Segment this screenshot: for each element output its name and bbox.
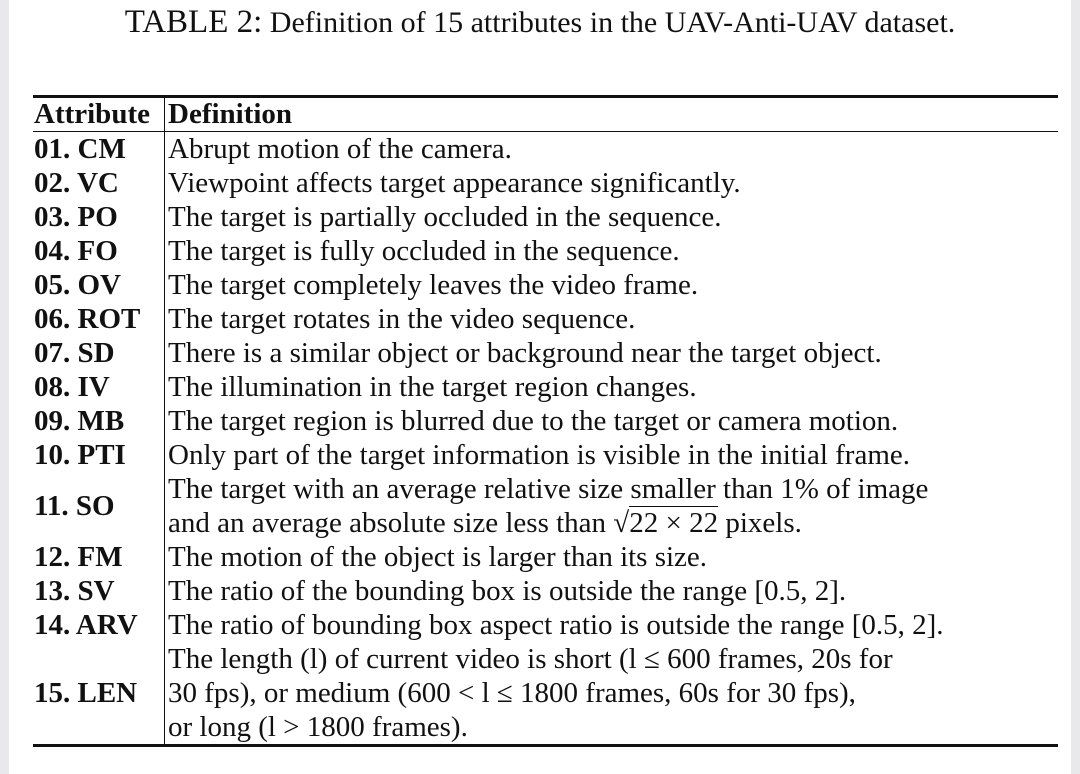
table-row (33, 370, 1058, 404)
row-definition: The target is partially occluded in the sequence. (168, 201, 722, 233)
row-definition-line: The target with an average relative size smaller than 1% of image (168, 473, 929, 505)
caption-label: TABLE 2: (124, 4, 263, 40)
row-attribute: 06. ROT (34, 302, 141, 335)
row-definition: The target is fully occluded in the sequence. (168, 235, 680, 267)
header-attribute: Attribute (34, 98, 150, 130)
row-attribute: 10. PTI (34, 438, 126, 471)
row-attribute: 08. IV (34, 370, 110, 403)
row-attribute: 03. PO (34, 200, 118, 233)
row-definition: Abrupt motion of the camera. (168, 133, 512, 165)
row-attribute: 15. LEN (34, 676, 138, 709)
row-definition: There is a similar object or background near the target object. (168, 337, 882, 369)
table-row (33, 438, 1058, 472)
table-row (33, 540, 1058, 574)
row-definition: The ratio of bounding box aspect ratio is outside the range [0.5, 2]. (168, 609, 944, 641)
table-row-so (33, 472, 1058, 540)
row-attribute: 01. CM (34, 132, 126, 165)
row-definition-line: or long (l > 1800 frames). (168, 711, 468, 743)
row-definition-line: The length (l) of current video is short (l ≤ 600 frames, 20s for (168, 643, 893, 675)
table-row (33, 404, 1058, 438)
row-definition: The target rotates in the video sequence. (168, 303, 636, 335)
row-definition: The motion of the object is larger than its size. (168, 541, 708, 573)
table-row (33, 166, 1058, 200)
page-edge-left (0, 0, 9, 774)
table-row (33, 336, 1058, 370)
table-row (33, 302, 1058, 336)
so-line2-suffix: pixels. (718, 507, 802, 539)
sqrt-symbol: √ (613, 507, 630, 539)
row-definition: The ratio of the bounding box is outside the range [0.5, 2]. (168, 575, 847, 607)
table-caption (0, 2, 1080, 43)
sqrt-argument: 22 × 22 (629, 507, 719, 539)
row-definition: The target completely leaves the video frame. (168, 269, 699, 301)
row-attribute: 07. SD (34, 336, 115, 369)
row-attribute: 09. MB (34, 404, 125, 437)
row-attribute: 05. OV (34, 268, 121, 301)
row-definition-line (168, 506, 1058, 540)
table-row (33, 200, 1058, 234)
table-row (33, 268, 1058, 302)
table-row (33, 608, 1058, 642)
row-definition: The illumination in the target region changes. (168, 371, 697, 403)
row-definition: Only part of the target information is visible in the initial frame. (168, 439, 911, 471)
row-definition: The target region is blurred due to the target or camera motion. (168, 405, 899, 437)
page-edge-right (1071, 0, 1080, 774)
row-attribute: 13. SV (34, 574, 115, 607)
caption-text: Definition of 15 attributes in the UAV-Anti-UAV dataset. (269, 6, 956, 39)
row-attribute: 02. VC (34, 166, 119, 199)
row-definition-line: 30 fps), or medium (600 < l ≤ 1800 frames, 60s for 30 fps), (168, 677, 856, 709)
table-header-row (33, 98, 1058, 132)
so-line2-prefix: and an average absolute size less than (168, 507, 614, 539)
row-attribute: 04. FO (34, 234, 118, 267)
table-row (33, 132, 1058, 166)
table-row (33, 574, 1058, 608)
row-attribute: 12. FM (34, 540, 123, 573)
attributes-table (33, 95, 1058, 747)
table-row (33, 234, 1058, 268)
row-attribute: 11. SO (34, 489, 115, 522)
table-row-len (33, 642, 1058, 744)
header-definition: Definition (164, 98, 1058, 131)
row-definition: Viewpoint affects target appearance significantly. (168, 167, 741, 199)
row-attribute: 14. ARV (34, 608, 138, 641)
